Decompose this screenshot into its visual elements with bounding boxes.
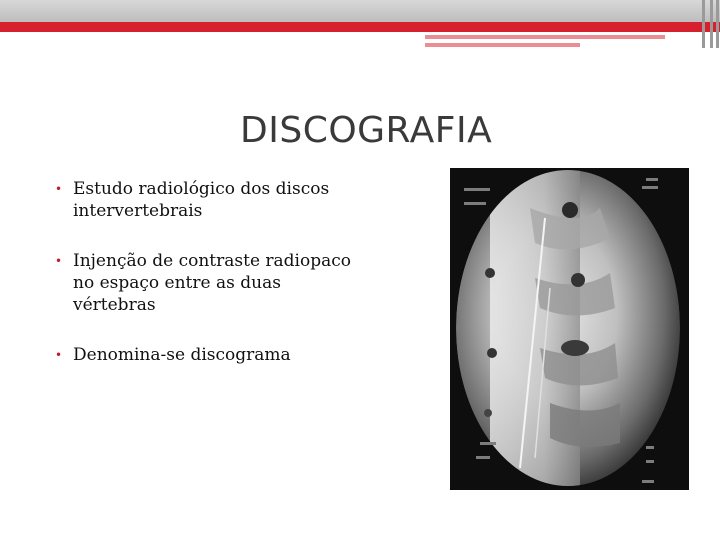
xray-illustration: [450, 168, 689, 490]
bullet-text: Denomina-se discograma: [73, 345, 291, 365]
pink-accent-line-short: [425, 43, 580, 47]
bullet-text: Estudo radiológico dos discos intervertebrais: [73, 179, 330, 221]
bullet-item: [55, 250, 355, 316]
bullet-item: [55, 344, 355, 366]
bullet-marker: •: [55, 254, 63, 268]
bullet-text: Injenção de contraste radiopaco no espaço entre as duas vértebras: [73, 251, 351, 315]
bullet-marker: •: [55, 348, 63, 362]
bullet-list: [55, 178, 355, 394]
discogram-xray-image: [450, 168, 689, 490]
pink-accent-line: [425, 35, 665, 39]
top-red-band: [0, 22, 720, 32]
bullet-item: [55, 178, 355, 222]
corner-stripes: [700, 0, 720, 48]
bullet-marker: •: [55, 182, 63, 196]
slide-title: DISCOGRAFIA: [240, 110, 493, 151]
top-gray-band: [0, 0, 720, 22]
